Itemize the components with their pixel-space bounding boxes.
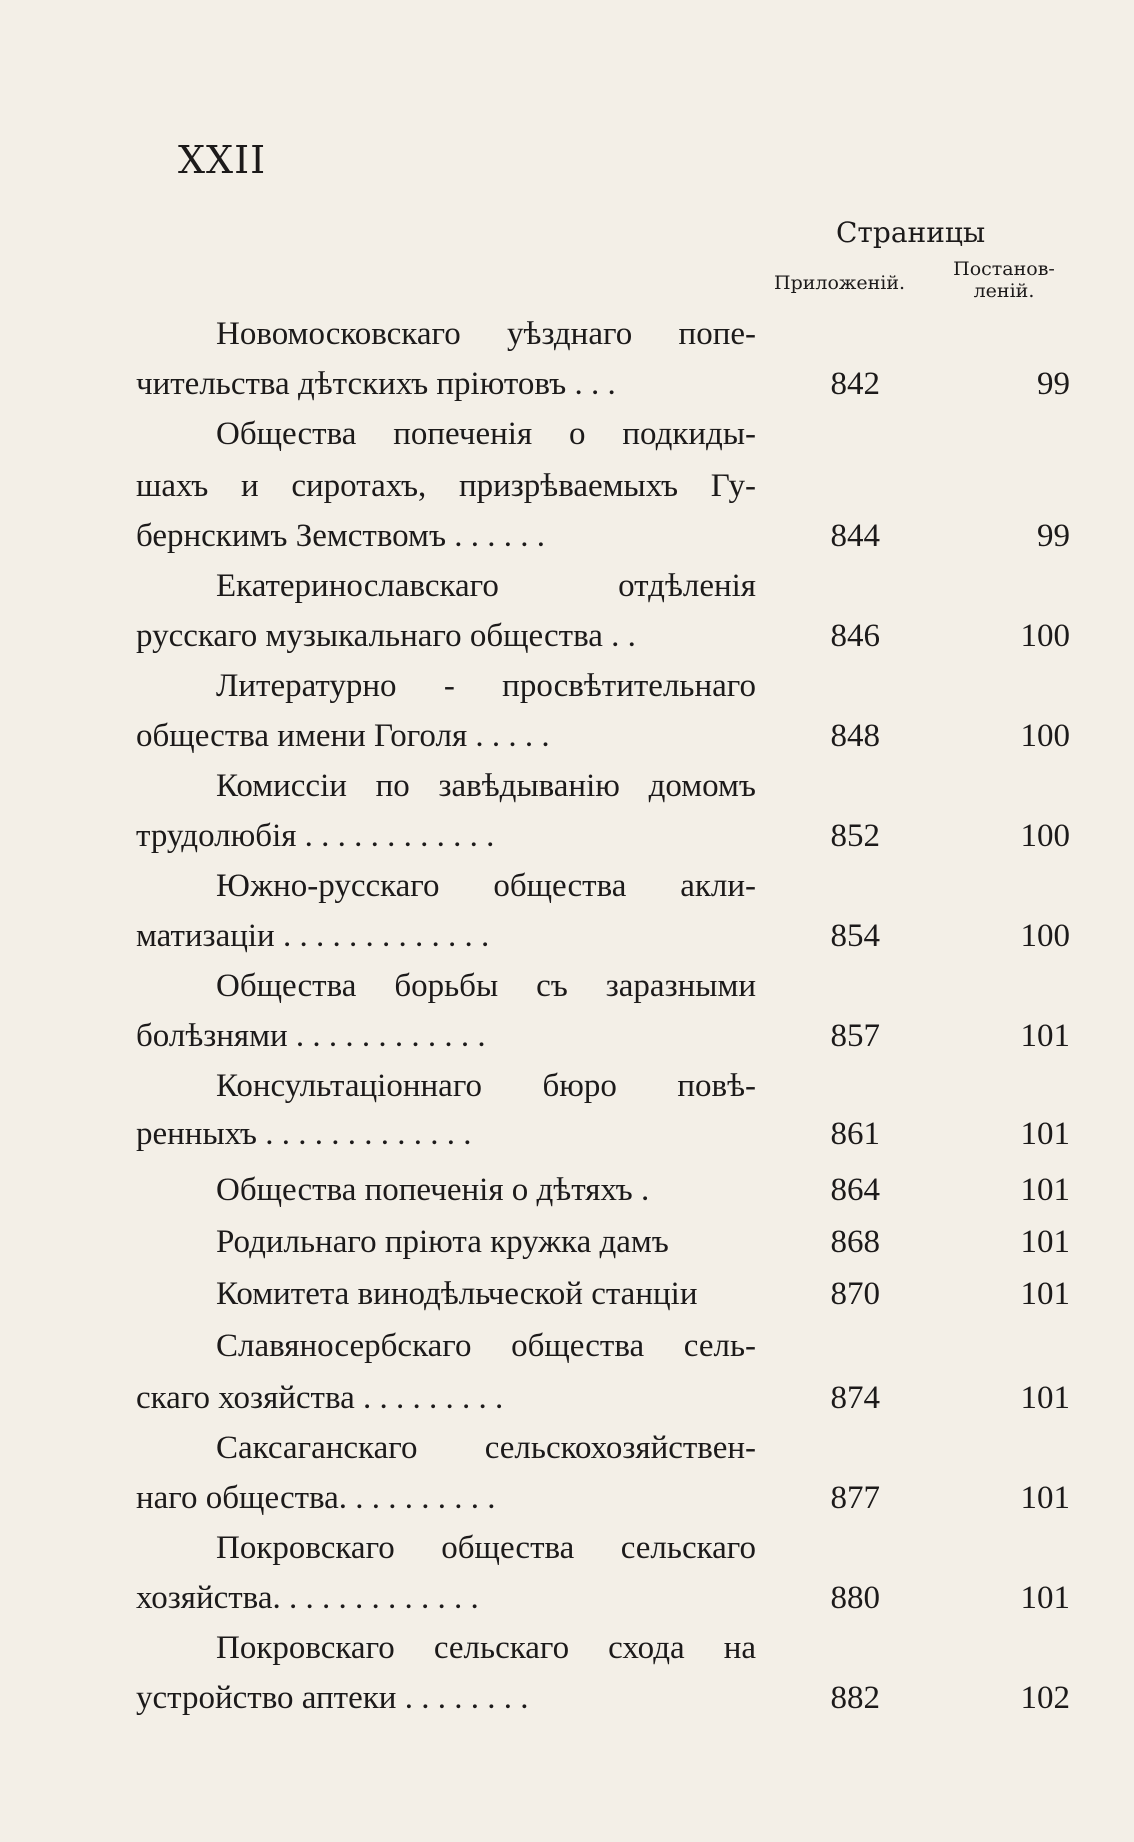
page-ref-prilozheniy: 854 [830, 918, 880, 954]
entry-line: болѣзнями . . . . . . . . . . . . [136, 1018, 486, 1054]
page-ref-postanovleniy: 101 [1020, 1018, 1070, 1054]
page-ref-prilozheniy: 882 [830, 1680, 880, 1716]
column-header-postanovleniy [944, 258, 1064, 302]
page-ref-prilozheniy: 870 [830, 1276, 880, 1312]
page-ref-prilozheniy: 848 [830, 718, 880, 754]
page-ref-postanovleniy: 101 [1020, 1116, 1070, 1152]
page-ref-prilozheniy: 852 [830, 818, 880, 854]
entry-line: Южно-русскаго общества акли- [216, 868, 756, 904]
page-ref-postanovleniy: 101 [1020, 1580, 1070, 1616]
column-header-postanovleniy-line1: Постанов- [953, 258, 1055, 280]
entry-line: устройство аптеки . . . . . . . . [136, 1680, 529, 1716]
page-ref-prilozheniy: 861 [830, 1116, 880, 1152]
entry-line: бернскимъ Земствомъ . . . . . . [136, 518, 546, 554]
entry-line: Славяносербскаго общества сель- [216, 1328, 756, 1364]
page-ref-postanovleniy: 100 [1020, 918, 1070, 954]
page-ref-postanovleniy: 99 [1037, 518, 1070, 554]
entry-line: Екатеринославскаго отдѣленія [216, 568, 756, 604]
entry-line: Литературно - просвѣтительнаго [216, 668, 756, 704]
column-group-header: Страницы [836, 216, 986, 249]
entry-line: русскаго музыкальнаго общества . . [136, 618, 636, 654]
page-ref-postanovleniy: 101 [1020, 1224, 1070, 1260]
entry-line: Саксаганскаго сельскохозяйствен- [216, 1430, 756, 1466]
entry-line: Покровскаго общества сельскаго [216, 1530, 756, 1566]
page-ref-postanovleniy: 100 [1020, 818, 1070, 854]
entry-line: Общества попеченія о подкиды- [216, 416, 756, 452]
column-header-prilozheniy: Приложеній. [774, 272, 906, 294]
column-header-postanovleniy-line2: леній. [973, 280, 1035, 302]
entry-line: Покровскаго сельскаго схода на [216, 1630, 756, 1666]
page-number: XXII [178, 138, 267, 182]
entry-line: чительства дѣтскихъ пріютовъ . . . [136, 366, 616, 402]
entry-line: шахъ и сиротахъ, призрѣваемыхъ Гу- [136, 468, 756, 504]
entry-line: хозяйства. . . . . . . . . . . . . [136, 1580, 479, 1616]
page-ref-prilozheniy: 857 [830, 1018, 880, 1054]
page-ref-postanovleniy: 101 [1020, 1172, 1070, 1208]
page-ref-prilozheniy: 844 [830, 518, 880, 554]
page-ref-prilozheniy: 874 [830, 1380, 880, 1416]
page-ref-prilozheniy: 868 [830, 1224, 880, 1260]
page-ref-postanovleniy: 100 [1020, 718, 1070, 754]
entry-line: Новомосковскаго уѣзднаго попе- [216, 316, 756, 352]
entry-line: Консультаціоннаго бюро повѣ- [216, 1068, 756, 1104]
page-ref-prilozheniy: 880 [830, 1580, 880, 1616]
page-ref-postanovleniy: 101 [1020, 1380, 1070, 1416]
entry-line: матизаціи . . . . . . . . . . . . . [136, 918, 490, 954]
entry-line: общества имени Гоголя . . . . . [136, 718, 550, 754]
entry-line: скаго хозяйства . . . . . . . . . [136, 1380, 504, 1416]
entry-line: трудолюбія . . . . . . . . . . . . [136, 818, 495, 854]
entry-line: Родильнаго пріюта кружка дамъ [216, 1224, 669, 1260]
entry-line: ренныхъ . . . . . . . . . . . . . [136, 1116, 472, 1152]
page-ref-postanovleniy: 101 [1020, 1276, 1070, 1312]
page-ref-postanovleniy: 99 [1037, 366, 1070, 402]
page-ref-prilozheniy: 846 [830, 618, 880, 654]
entry-line: Общества борьбы съ заразными [216, 968, 756, 1004]
page-ref-postanovleniy: 101 [1020, 1480, 1070, 1516]
page-ref-prilozheniy: 864 [830, 1172, 880, 1208]
entry-line: Общества попеченія о дѣтяхъ . [216, 1172, 650, 1208]
page-ref-postanovleniy: 100 [1020, 618, 1070, 654]
page-ref-postanovleniy: 102 [1020, 1680, 1070, 1716]
page-ref-prilozheniy: 877 [830, 1480, 880, 1516]
page-ref-prilozheniy: 842 [830, 366, 880, 402]
entry-line: Комиссіи по завѣдыванію домомъ [216, 768, 756, 804]
entry-line: наго общества. . . . . . . . . . [136, 1480, 496, 1516]
entry-line: Комитета винодѣльческой станціи [216, 1276, 698, 1312]
